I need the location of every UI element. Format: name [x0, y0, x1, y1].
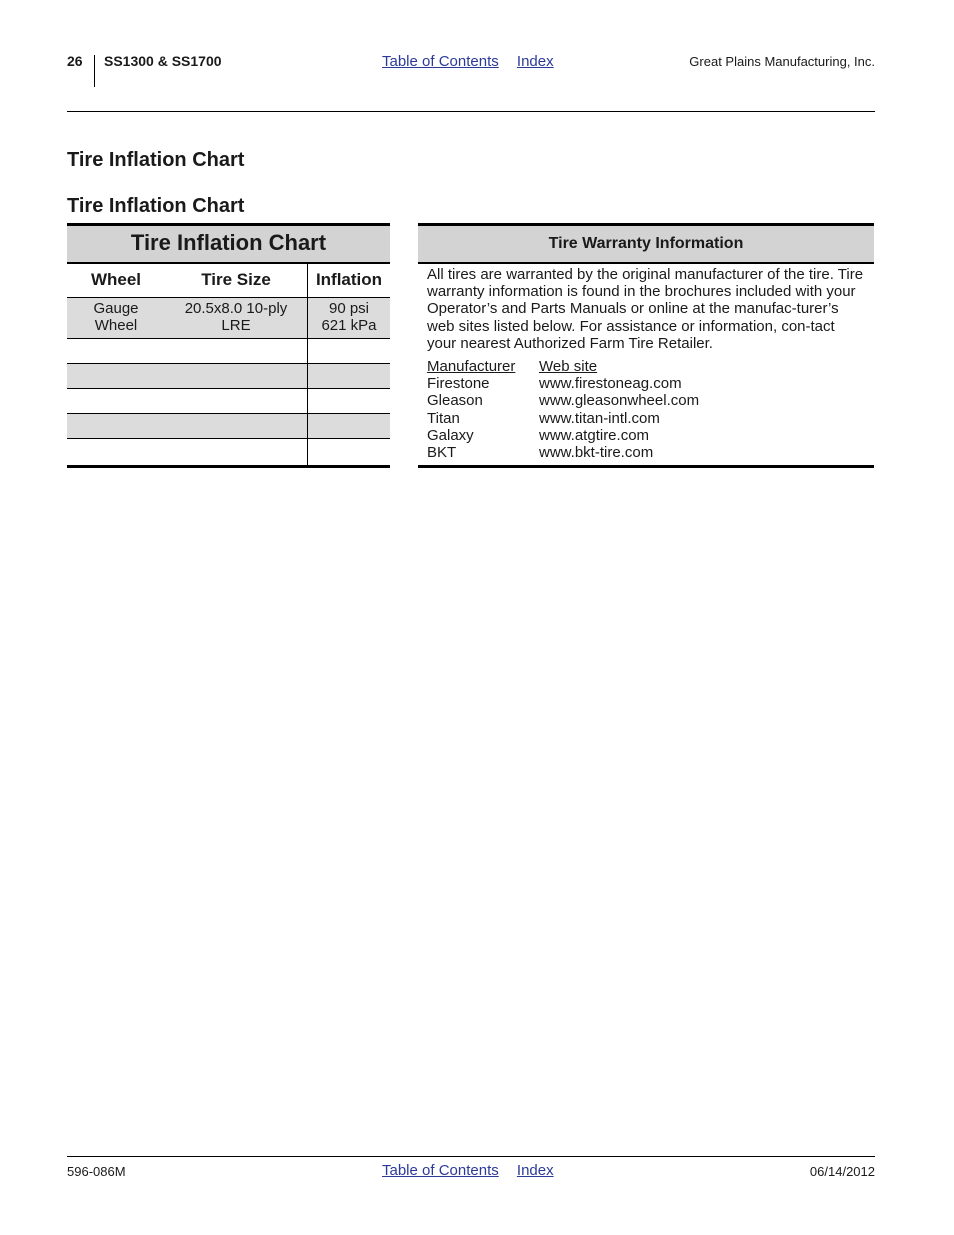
manufacturer-name: Galaxy — [427, 426, 474, 444]
manufacturer-name: Titan — [427, 409, 460, 427]
header-divider — [94, 55, 95, 87]
footer-table-of-contents-link[interactable]: Table of Contents — [382, 1162, 499, 1179]
empty-table-row — [67, 439, 390, 468]
header-nav — [382, 53, 554, 70]
footer-rule — [67, 1156, 875, 1157]
column-header-wheel: Wheel — [90, 270, 142, 289]
inflation-kpa: 621 kPa — [321, 317, 377, 334]
manufacturer-name: BKT — [427, 444, 457, 462]
subsection-heading: Tire Inflation Chart — [67, 195, 245, 217]
empty-table-row — [67, 414, 390, 439]
manufacturer-website: www.gleasonwheel.com — [539, 392, 700, 410]
table-of-contents-link[interactable]: Table of Contents — [382, 53, 499, 70]
list-item — [427, 410, 868, 427]
wheel-line: Wheel — [94, 317, 138, 334]
manufacturer-name: Firestone — [427, 375, 490, 393]
inflation-cell — [307, 298, 390, 338]
tire-warranty-box — [418, 223, 874, 468]
empty-table-row — [67, 389, 390, 414]
tire-inflation-table — [67, 223, 390, 468]
tire-size-line: 20.5x8.0 10-ply — [184, 300, 288, 317]
manufacturer-name: Gleason — [427, 392, 483, 410]
publication-date: 06/14/2012 — [809, 1164, 875, 1179]
table-header-row — [67, 264, 390, 298]
website-column-header: Web site — [539, 358, 598, 376]
manufacturer-website: www.titan-intl.com — [539, 409, 660, 427]
manufacturer-website: www.bkt-tire.com — [539, 444, 654, 462]
list-item — [427, 375, 868, 392]
document-number: 596-086M — [67, 1164, 126, 1179]
footer-index-link[interactable]: Index — [516, 1162, 554, 1179]
manufacturer-website: www.firestoneag.com — [539, 375, 682, 393]
list-item — [427, 392, 868, 409]
manufacturer-website: www.atgtire.com — [539, 426, 650, 444]
table-title: Tire Inflation Chart — [67, 223, 390, 264]
model-title: SS1300 & SS1700 — [104, 53, 222, 69]
index-link[interactable]: Index — [516, 53, 554, 70]
section-heading: Tire Inflation Chart — [67, 149, 245, 171]
empty-table-row — [67, 339, 390, 364]
column-header-tire-size: Tire Size — [201, 270, 271, 289]
warranty-body — [418, 264, 874, 468]
inflation-psi: 90 psi — [328, 300, 370, 317]
company-name: Great Plains Manufacturing, Inc. — [689, 54, 875, 69]
list-item — [427, 444, 868, 461]
manufacturer-column-header: Manufacturer — [427, 358, 516, 376]
page-number: 26 — [67, 53, 83, 69]
tire-size-line: LRE — [221, 317, 251, 334]
column-header-inflation: Inflation — [307, 264, 390, 297]
empty-table-row — [67, 364, 390, 389]
manufacturer-list — [427, 358, 868, 461]
wheel-line: Gauge — [93, 300, 139, 317]
manufacturer-list-header — [427, 358, 868, 375]
warranty-text: All tires are warranted by the original manufacturer of the tire. Tire warranty information is found in the brochures included with your Operator’s and Parts Manuals or online at the manufac-turer’s web sites listed below. For assistance or information, con-tact your nearest Authorized Farm Tire Retailer. — [427, 266, 864, 352]
header-rule — [67, 111, 875, 112]
footer-nav — [382, 1162, 554, 1179]
wheel-cell — [67, 298, 165, 338]
list-item — [427, 427, 868, 444]
tire-size-cell — [165, 298, 307, 338]
warranty-title: Tire Warranty Information — [418, 223, 874, 264]
table-row — [67, 298, 390, 339]
